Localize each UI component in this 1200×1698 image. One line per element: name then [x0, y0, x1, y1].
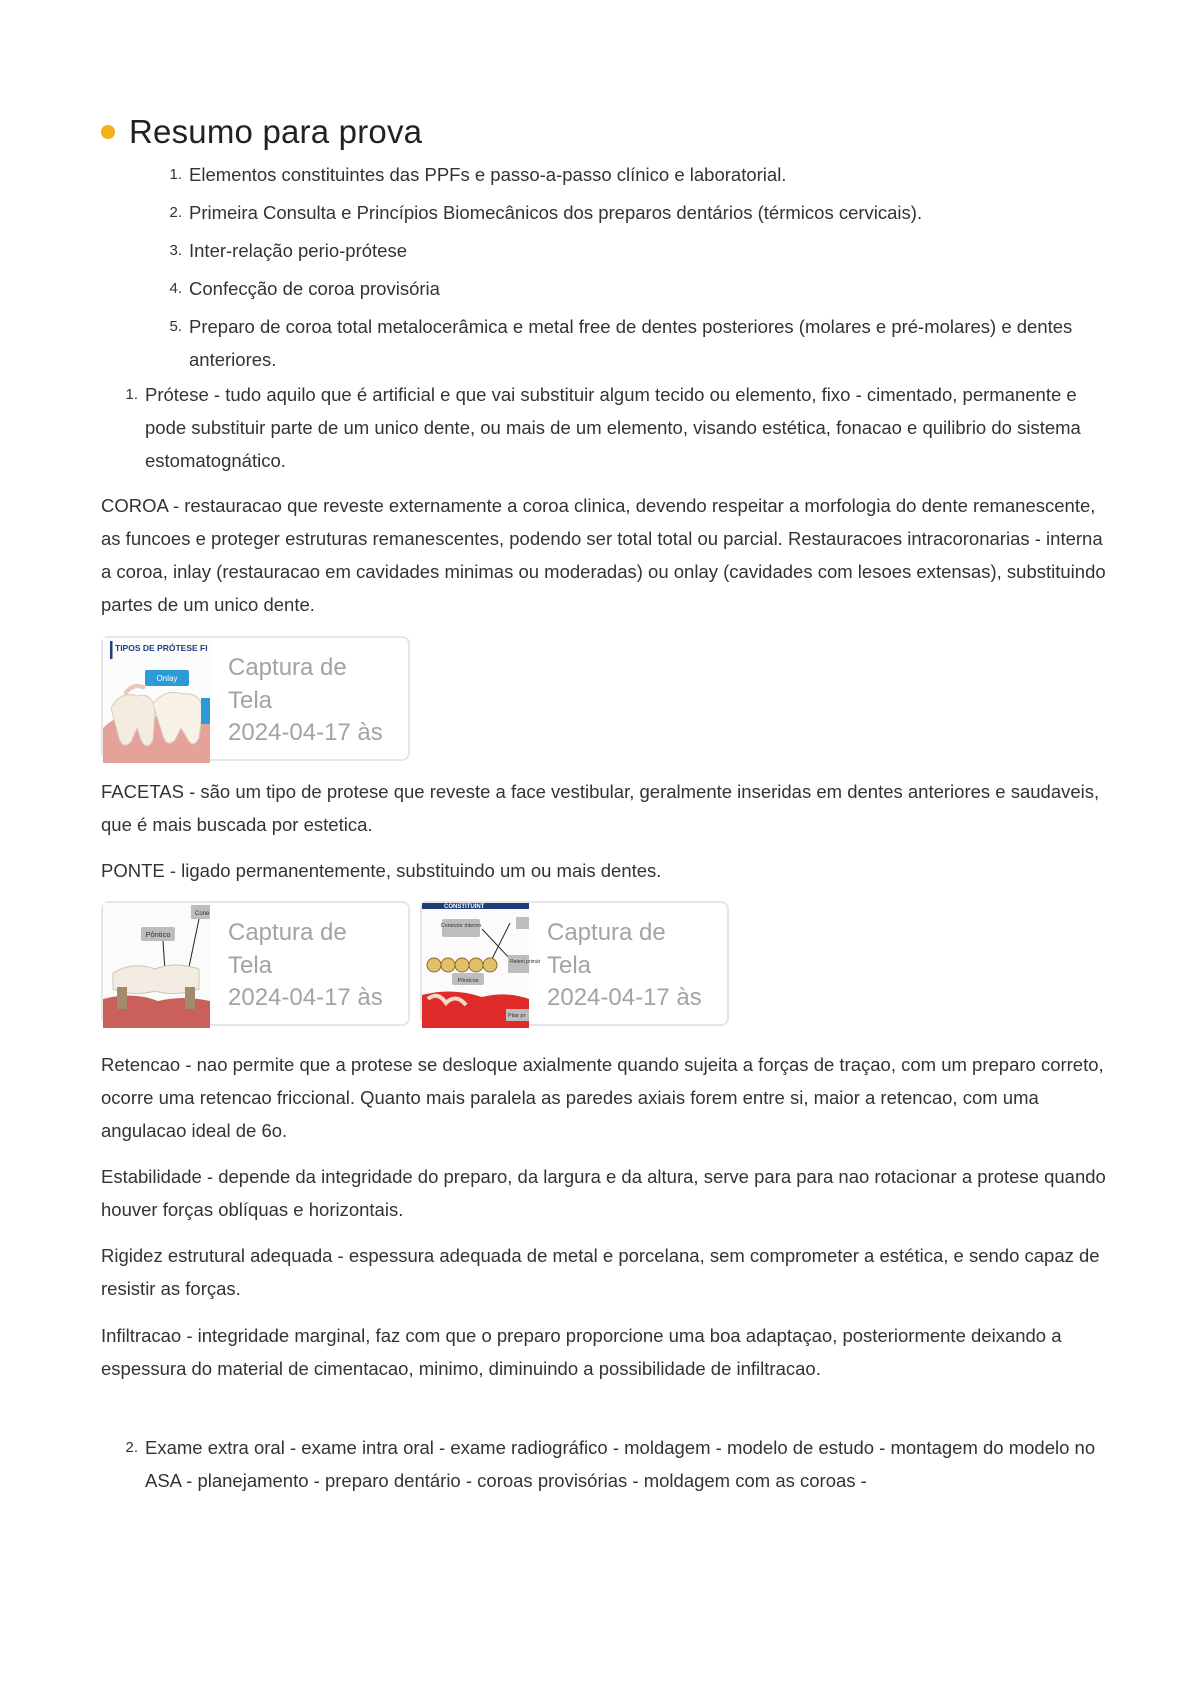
thumb-label-pilar: Pilar pr — [508, 1013, 526, 1019]
paragraph-facetas: FACETAS - são um tipo de protese que reveste a face vestibular, geralmente inseridas em dentes anteriores e saudaveis, que é mais buscada por estetica. — [101, 781, 1100, 835]
thumb-header-text: TIPOS DE PRÓTESE FI — [115, 643, 208, 653]
paragraph-ponte: PONTE - ligado permanentemente, substituindo um ou mais dentes. — [101, 860, 662, 881]
attachment-caption: Captura de Tela 2024-04-17 às — [228, 919, 383, 1011]
bullet-dot-icon — [101, 125, 115, 139]
document-content — [101, 108, 1111, 1497]
section-heading — [101, 108, 1111, 156]
thumb-label-conector: Conector interno — [440, 923, 482, 929]
attachment-thumbnail — [422, 903, 541, 1024]
attachments-row-2 — [101, 901, 1111, 1026]
list-item: 2. Exame extra oral - exame intra oral - exame radiográfico - moldagem - modelo de estudo - montagem do modelo no ASA - planejamento - preparo dentário - coroas provisórias - moldagem com as coroas - — [125, 1437, 1096, 1491]
attachment-card[interactable] — [420, 901, 729, 1026]
thumb-badge-onlay: Onlay — [156, 674, 178, 683]
thumb-corner-label: Cone — [195, 911, 210, 917]
bridge-image — [103, 903, 210, 1028]
attachment-thumbnail — [103, 903, 210, 1024]
attachment-card[interactable] — [101, 901, 410, 1026]
attachment-caption: Captura de Tela 2024-04-17 às — [228, 654, 383, 746]
paragraph-estabilidade: Estabilidade - depende da integridade do preparo, da largura e da altura, serve para para nao rotacionar a protese quando houver forças oblíquas e horizontais. — [101, 1166, 1106, 1220]
paragraph-infiltracao: Infiltracao - integridade marginal, faz com que o preparo proporcione uma boa adaptaçao, posteriormente deixando a espessura do material de cimentacao, minimo, diminuindo a possibilidade de infiltracao. — [101, 1325, 1062, 1379]
thumb-label-retent: Retent primár — [510, 959, 541, 965]
thumb-header-text: CONSTITUINT — [444, 904, 485, 910]
thumb-label-ponticos: Pônticos — [457, 978, 479, 984]
list-item: 1. Prótese - tudo aquilo que é artificial e que vai substituir algum tecido ou elemento, fixo - cimentado, permanente e pode substituir parte de um unico dente, ou mais de um elemento, visando estética, fonacao e quilibrio do sistema estomatognático. — [125, 384, 1081, 471]
thumb-badge-pontico: Pôntico — [145, 930, 171, 939]
bridge-components-image — [422, 903, 541, 1028]
main-list-2 — [125, 1431, 1111, 1497]
list-item: 5. Preparo de coroa total metalocerâmica e metal free de dentes posteriores (molares e pré-molares) e dentes anteriores. — [169, 316, 1073, 370]
paragraph-rigidez: Rigidez estrutural adequada - espessura adequada de metal e porcelana, sem comprometer a estética, e sendo capaz de resistir as forças. — [101, 1245, 1100, 1299]
paragraph-retencao: Retencao - nao permite que a protese se desloque axialmente quando sujeita a forças de traçao, com um preparo correto, ocorre uma retencao friccional. Quanto mais paralela as paredes axiais forem entre si, maior a retencao, com uma angulacao ideal de 6o. — [101, 1054, 1104, 1141]
list-item: 2. Primeira Consulta e Princípios Biomecânicos dos preparos dentários (térmicos cervicais). — [169, 202, 923, 223]
list-item: 4. Confecção de coroa provisória — [169, 278, 440, 299]
paragraph-coroa: COROA - restauracao que reveste externamente a coroa clinica, devendo respeitar a morfologia do dente remanescente, as funcoes e proteger estruturas remanescentes, podendo ser total total ou parcial. Restauracoes intracoronarias - interna a coroa, inlay (restauracao em cavidades minimas ou moderadas) ou onlay (cavidades com lesoes extensas), substituindo partes de um unico dente. — [101, 495, 1106, 615]
attachment-card[interactable] — [101, 636, 410, 761]
page-title: Resumo para prova — [129, 113, 423, 150]
topics-list — [169, 158, 1111, 376]
attachments-row-1 — [101, 636, 1111, 761]
attachment-thumbnail — [103, 638, 210, 759]
list-item: 1. Elementos constituintes das PPFs e passo-a-passo clínico e laboratorial. — [169, 164, 787, 185]
onlay-tooth-image — [103, 638, 210, 763]
list-item: 3. Inter-relação perio-prótese — [169, 240, 407, 261]
main-list-1 — [125, 378, 1111, 477]
attachment-caption: Captura de Tela 2024-04-17 às — [547, 919, 702, 1011]
